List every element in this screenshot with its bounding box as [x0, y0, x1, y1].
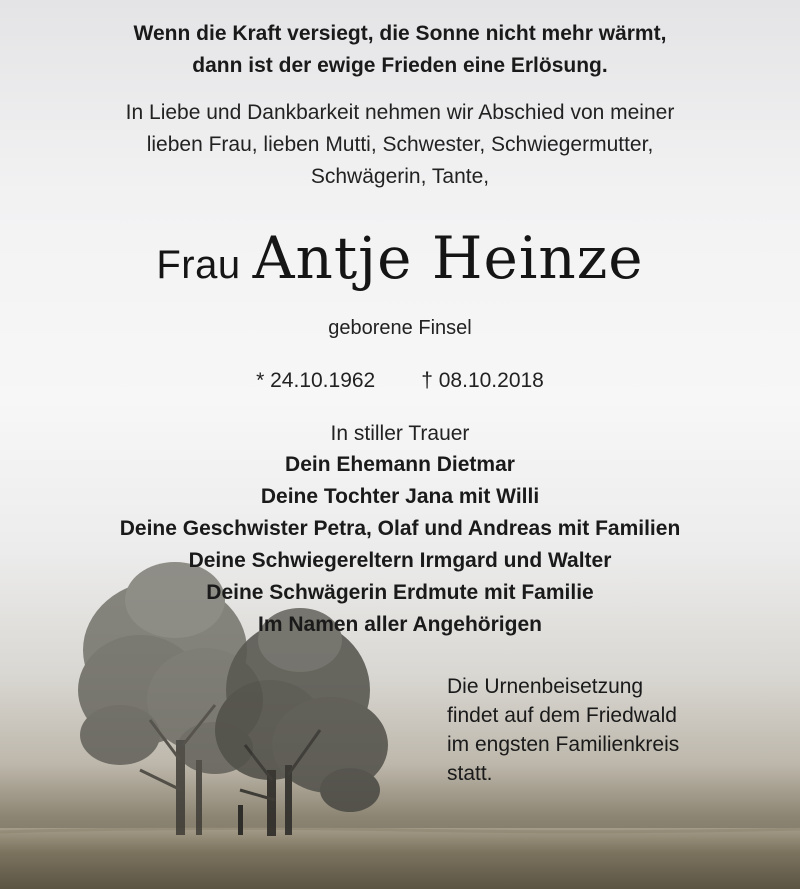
intro-line: In Liebe und Dankbarkeit nehmen wir Abschied von meiner [125, 101, 675, 124]
name-title: Frau [156, 243, 241, 287]
mourner-item: Deine Schwägerin Erdmute mit Familie [206, 581, 594, 604]
burial-note-line: im engsten Familienkreis [447, 733, 680, 756]
mourning-heading: In stiller Trauer [330, 422, 470, 445]
field [0, 828, 800, 889]
mourner-item: Deine Geschwister Petra, Olaf und Andreas mit Familien [119, 517, 681, 540]
full-name: Antje Heinze [252, 224, 644, 292]
mourner-item: Im Namen aller Angehörigen [258, 613, 542, 636]
birth-date: * 24.10.1962 [256, 369, 376, 392]
deceased-name [0, 218, 800, 313]
birth-name: geborene Finsel [328, 317, 472, 339]
mourner-item: Deine Schwiegereltern Irmgard und Walter [188, 549, 612, 572]
burial-note-line: Die Urnenbeisetzung [447, 675, 644, 698]
burial-note-line: findet auf dem Friedwald [447, 704, 677, 727]
mourners-list [0, 449, 800, 641]
intro-text [0, 97, 800, 193]
motto-line: Wenn die Kraft versiegt, die Sonne nicht mehr wärmt, [133, 22, 667, 45]
motto [0, 18, 800, 82]
burial-note-line: statt. [447, 762, 493, 785]
mourner-item: Deine Tochter Jana mit Willi [260, 485, 540, 508]
life-dates [0, 366, 800, 396]
fence-post [238, 805, 243, 835]
burial-note [447, 672, 747, 788]
death-date: † 08.10.2018 [421, 369, 544, 392]
intro-line: lieben Frau, lieben Mutti, Schwester, Schwiegermutter, [146, 133, 654, 156]
motto-line: dann ist der ewige Frieden eine Erlösung. [192, 54, 608, 77]
intro-line: Schwägerin, Tante, [310, 165, 490, 188]
mourner-item: Dein Ehemann Dietmar [285, 453, 515, 476]
